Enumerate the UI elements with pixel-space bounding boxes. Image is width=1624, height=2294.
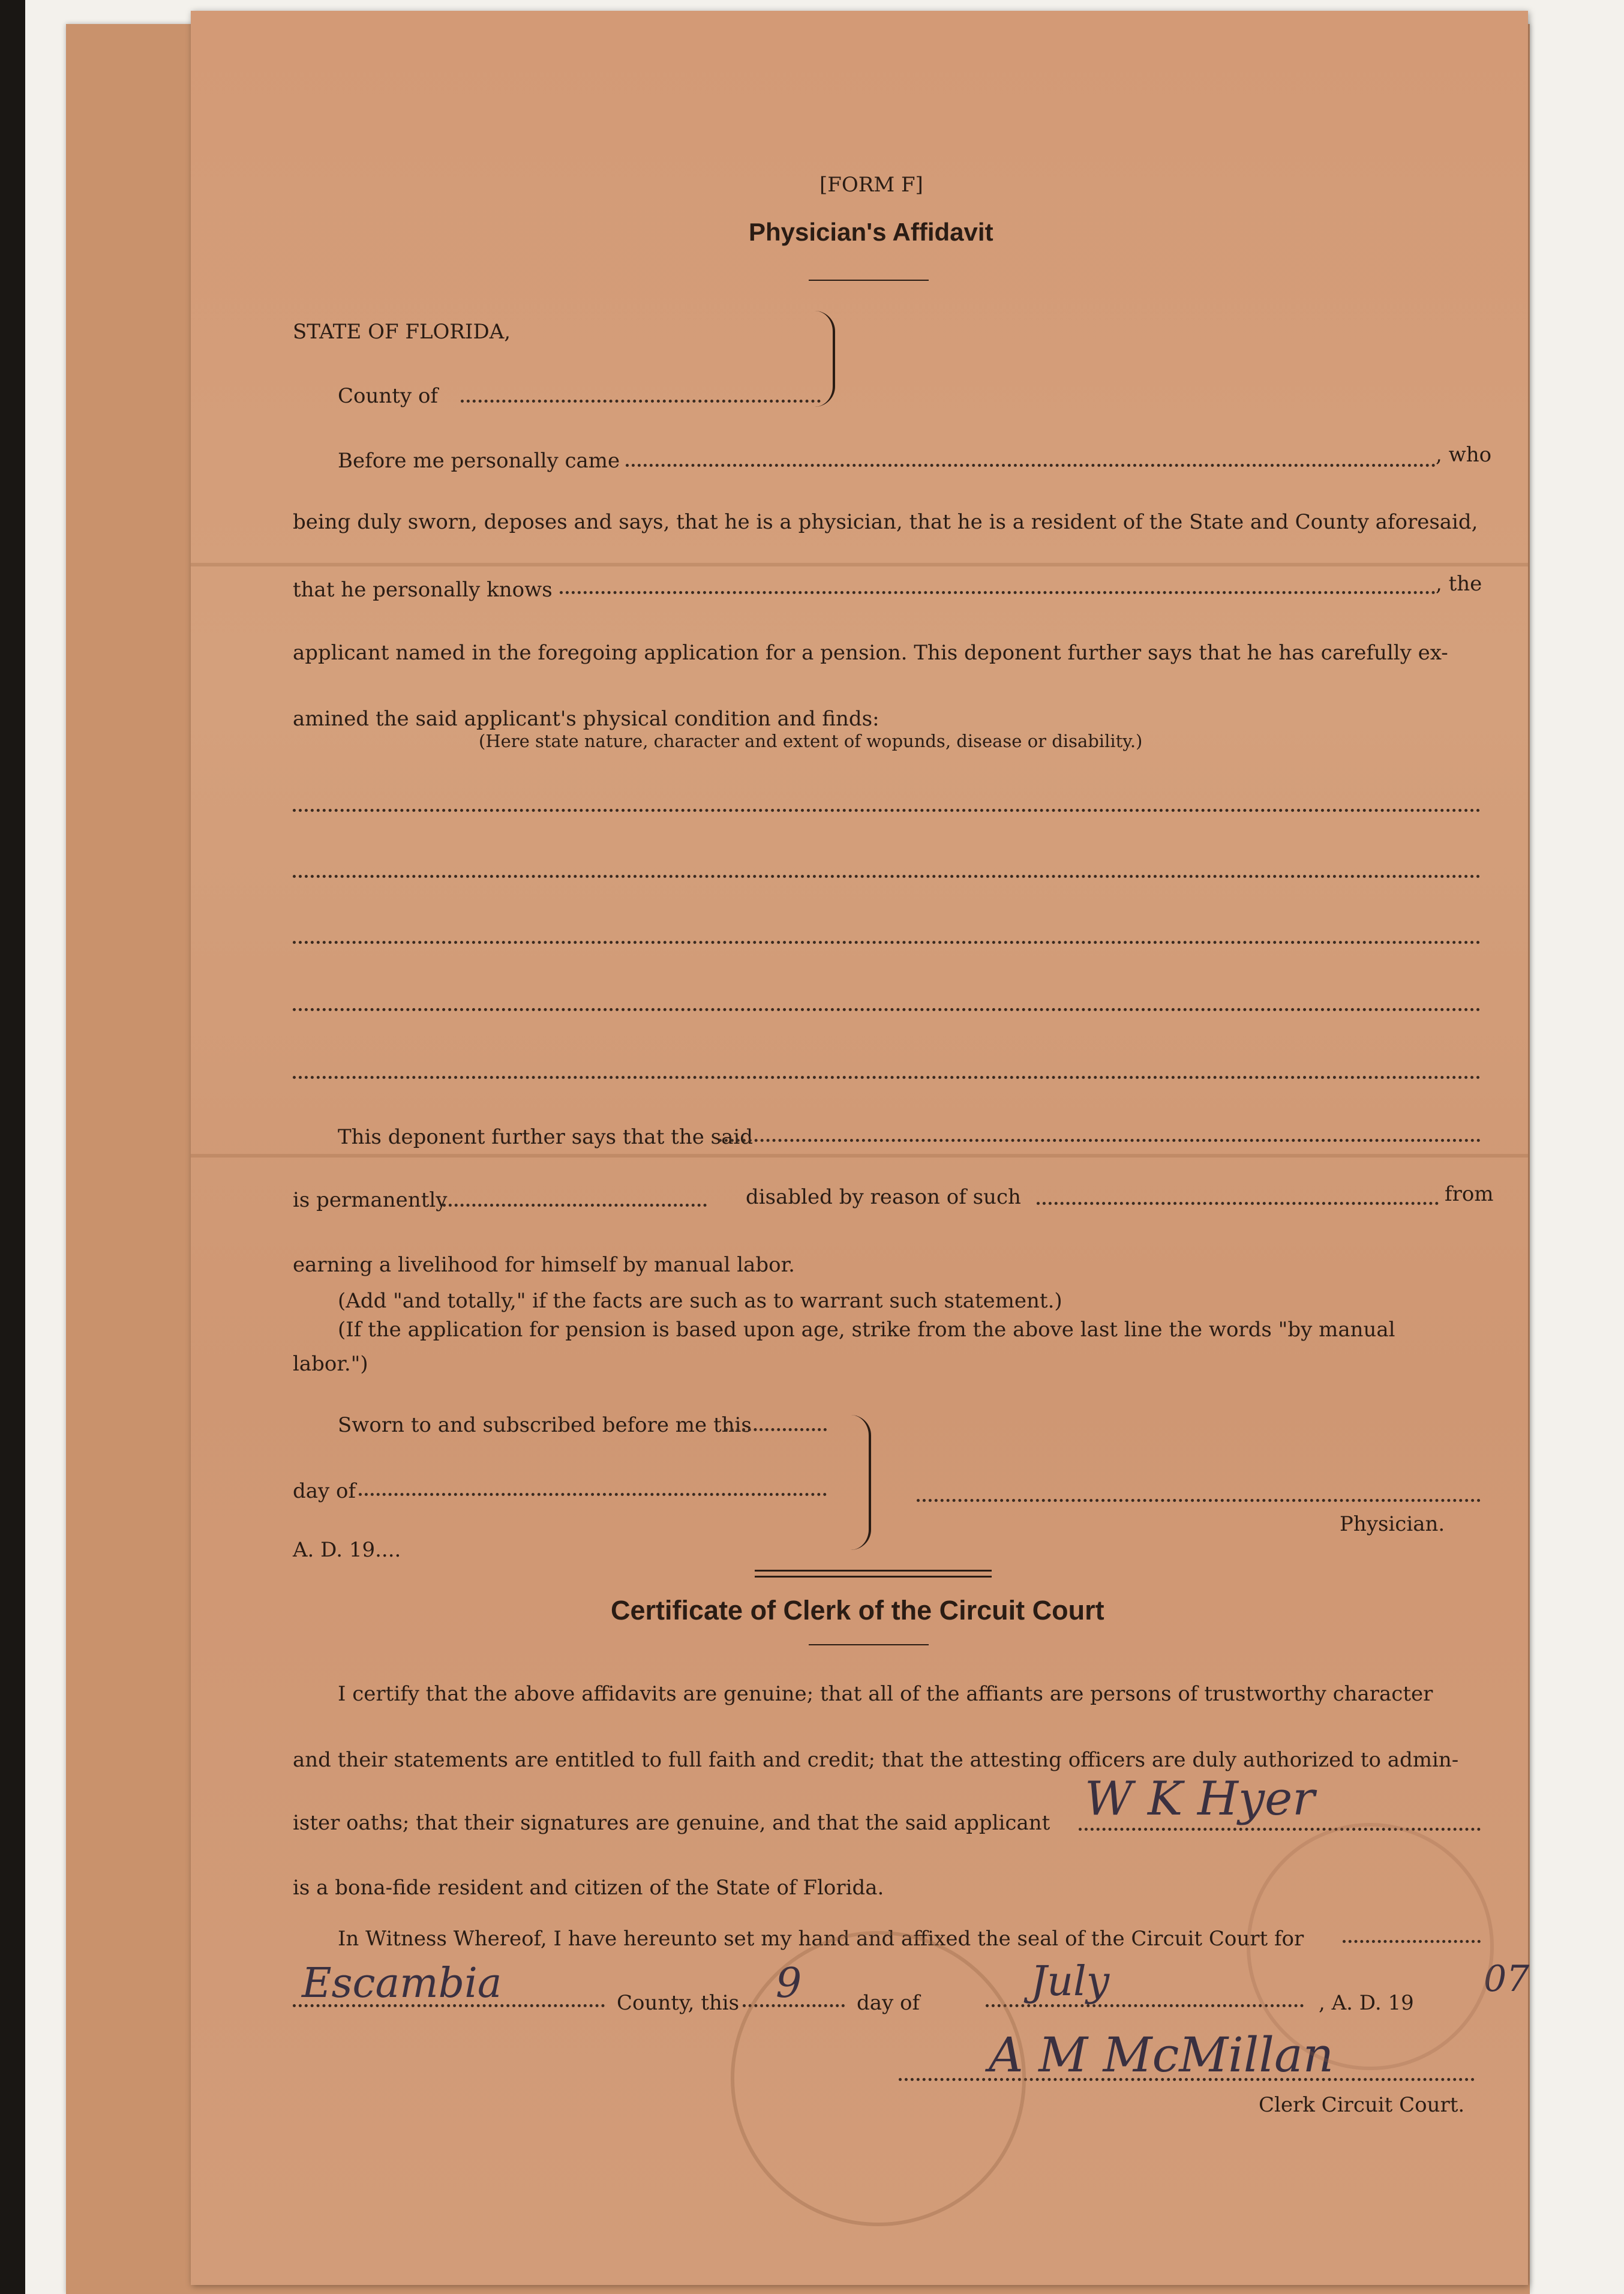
title-rule bbox=[809, 280, 929, 281]
certificate-rule bbox=[809, 1644, 929, 1645]
court-seal bbox=[1247, 1823, 1494, 2070]
applicant-blank bbox=[560, 591, 1436, 594]
said-blank bbox=[719, 1139, 1481, 1142]
month-handwriting: July bbox=[1031, 1958, 1110, 2005]
sworn-ad: A. D. 19.... bbox=[293, 1538, 401, 1562]
finding-line bbox=[293, 809, 1481, 812]
cert-county-this: County, this bbox=[617, 1991, 740, 2015]
line-applicant-named: applicant named in the foregoing application for a pension. This deponent further says that he has carefully ex- bbox=[293, 641, 1448, 665]
county-handwriting: Escambia bbox=[302, 1960, 502, 2007]
disability-blank bbox=[1037, 1202, 1439, 1205]
line-disabled: disabled by reason of such bbox=[746, 1185, 1021, 1209]
line-examined: amined the said applicant's physical condition and finds: bbox=[293, 707, 879, 731]
note-age-cont: labor.") bbox=[293, 1352, 368, 1376]
double-rule bbox=[755, 1570, 992, 1572]
line-livelihood: earning a livelihood for himself by manual labor. bbox=[293, 1253, 795, 1277]
finding-line bbox=[293, 875, 1481, 878]
finding-line bbox=[293, 1008, 1481, 1011]
clerk-label: Clerk Circuit Court. bbox=[1259, 2093, 1465, 2117]
county-blank bbox=[461, 400, 821, 403]
line-from: from bbox=[1445, 1182, 1494, 1206]
scan-border bbox=[0, 0, 25, 2294]
cert-line-3: ister oaths; that their signatures are genuine, and that the said applicant bbox=[293, 1811, 1050, 1835]
physician-label: Physician. bbox=[1340, 1512, 1445, 1536]
brace bbox=[815, 311, 835, 407]
note-age: (If the application for pension is based upon age, strike from the above last line the words "by manual bbox=[338, 1318, 1395, 1342]
line-further-says: This deponent further says that the said bbox=[338, 1125, 754, 1149]
double-rule bbox=[755, 1576, 992, 1578]
cert-day-of: day of bbox=[857, 1991, 920, 2015]
sworn-day-of: day of bbox=[293, 1479, 356, 1503]
fold-line bbox=[191, 1154, 1528, 1158]
finding-line bbox=[293, 1076, 1481, 1079]
cert-line-1: I certify that the above affidavits are genuine; that all of the affiants are persons of trustworthy character bbox=[338, 1682, 1433, 1706]
clerk-signature: A M McMillan bbox=[989, 2027, 1334, 2083]
cert-line-2: and their statements are entitled to full faith and credit; that the attesting officers are duly authorized to admin- bbox=[293, 1748, 1459, 1772]
applicant-handwriting: W K Hyer bbox=[1085, 1772, 1315, 1826]
fold-line bbox=[191, 563, 1528, 566]
name-blank bbox=[626, 464, 1436, 467]
line-before-me: Before me personally came bbox=[338, 449, 620, 473]
document-sheet bbox=[191, 11, 1528, 2285]
line-sworn: being duly sworn, deposes and says, that he is a physician, that he is a resident of the State and County aforesaid, bbox=[293, 510, 1478, 534]
line-the: , the bbox=[1436, 572, 1482, 596]
sworn-month-blank bbox=[359, 1493, 827, 1496]
line-who: , who bbox=[1436, 443, 1492, 467]
cert-ad: , A. D. 19 bbox=[1319, 1991, 1414, 2015]
applicant-name-blank bbox=[1079, 1828, 1481, 1831]
form-label: [FORM F] bbox=[819, 173, 923, 197]
line-permanently: is permanently bbox=[293, 1188, 448, 1212]
sworn-day-blank bbox=[725, 1428, 827, 1431]
state-label: STATE OF FLORIDA, bbox=[293, 320, 511, 344]
line-knows: that he personally knows bbox=[293, 578, 553, 602]
note-totally: (Add "and totally," if the facts are such as to warrant such statement.) bbox=[338, 1289, 1062, 1313]
finding-line bbox=[293, 941, 1481, 944]
court-seal bbox=[731, 1931, 1026, 2226]
cert-line-4: is a bona-fide resident and citizen of the State of Florida. bbox=[293, 1876, 884, 1900]
year-handwriting: 07 bbox=[1484, 1958, 1530, 2000]
cert-line-5: In Witness Whereof, I have hereunto set my hand and affixed the seal of the Circuit Court for bbox=[338, 1927, 1304, 1951]
finds-note: (Here state nature, character and extent of wopunds, disease or disability.) bbox=[479, 731, 1143, 751]
permanently-blank bbox=[443, 1204, 707, 1207]
physician-signature-line bbox=[917, 1499, 1481, 1502]
county-label: County of bbox=[338, 384, 439, 408]
day-handwriting: 9 bbox=[776, 1960, 802, 2007]
certificate-title: Certificate of Clerk of the Circuit Court bbox=[611, 1595, 1104, 1626]
brace bbox=[851, 1415, 871, 1550]
sworn-line: Sworn to and subscribed before me this bbox=[338, 1413, 752, 1437]
page-title: Physician's Affidavit bbox=[749, 218, 993, 246]
